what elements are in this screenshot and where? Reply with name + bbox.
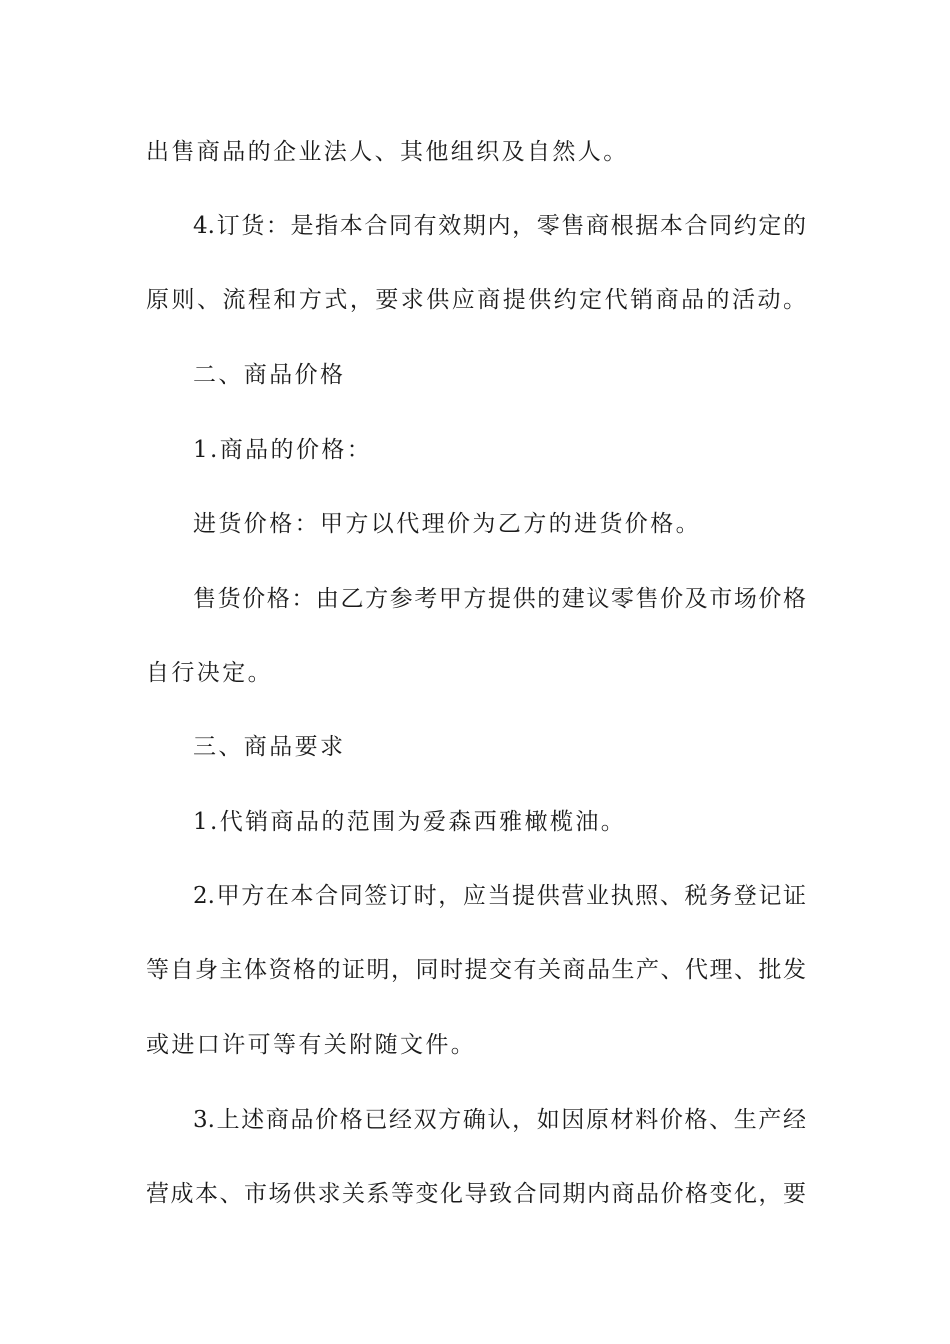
- section-heading-requirements: 三、商品要求: [193, 734, 346, 760]
- paragraph-line-14: 3.上述商品价格已经双方确认，如因原材料价格、生产经: [193, 1107, 806, 1133]
- paragraph-line-6: 进货价格：甲方以代理价为乙方的进货价格。: [193, 511, 701, 537]
- paragraph-line-7: 售货价格：由乙方参考甲方提供的建议零售价及市场价格: [193, 586, 806, 612]
- paragraph-line-10: 1.代销商品的范围为爱森西雅橄榄油。: [193, 809, 627, 835]
- paragraph-line-13: 或进口许可等有关附随文件。: [146, 1032, 477, 1058]
- paragraph-line-8: 自行决定。: [146, 660, 273, 686]
- paragraph-line-15: 营成本、市场供求关系等变化导致合同期内商品价格变化，要: [146, 1181, 806, 1207]
- section-heading-price: 二、商品价格: [193, 362, 346, 388]
- paragraph-line-2: 4.订货：是指本合同有效期内，零售商根据本合同约定的: [193, 213, 806, 239]
- paragraph-line-11: 2.甲方在本合同签订时，应当提供营业执照、税务登记证: [193, 883, 806, 909]
- paragraph-line-12: 等自身主体资格的证明，同时提交有关商品生产、代理、批发: [146, 957, 806, 983]
- paragraph-line-1: 出售商品的企业法人、其他组织及自然人。: [146, 139, 629, 165]
- paragraph-line-3: 原则、流程和方式，要求供应商提供约定代销商品的活动。: [146, 287, 806, 313]
- paragraph-line-5: 1.商品的价格：: [193, 437, 373, 463]
